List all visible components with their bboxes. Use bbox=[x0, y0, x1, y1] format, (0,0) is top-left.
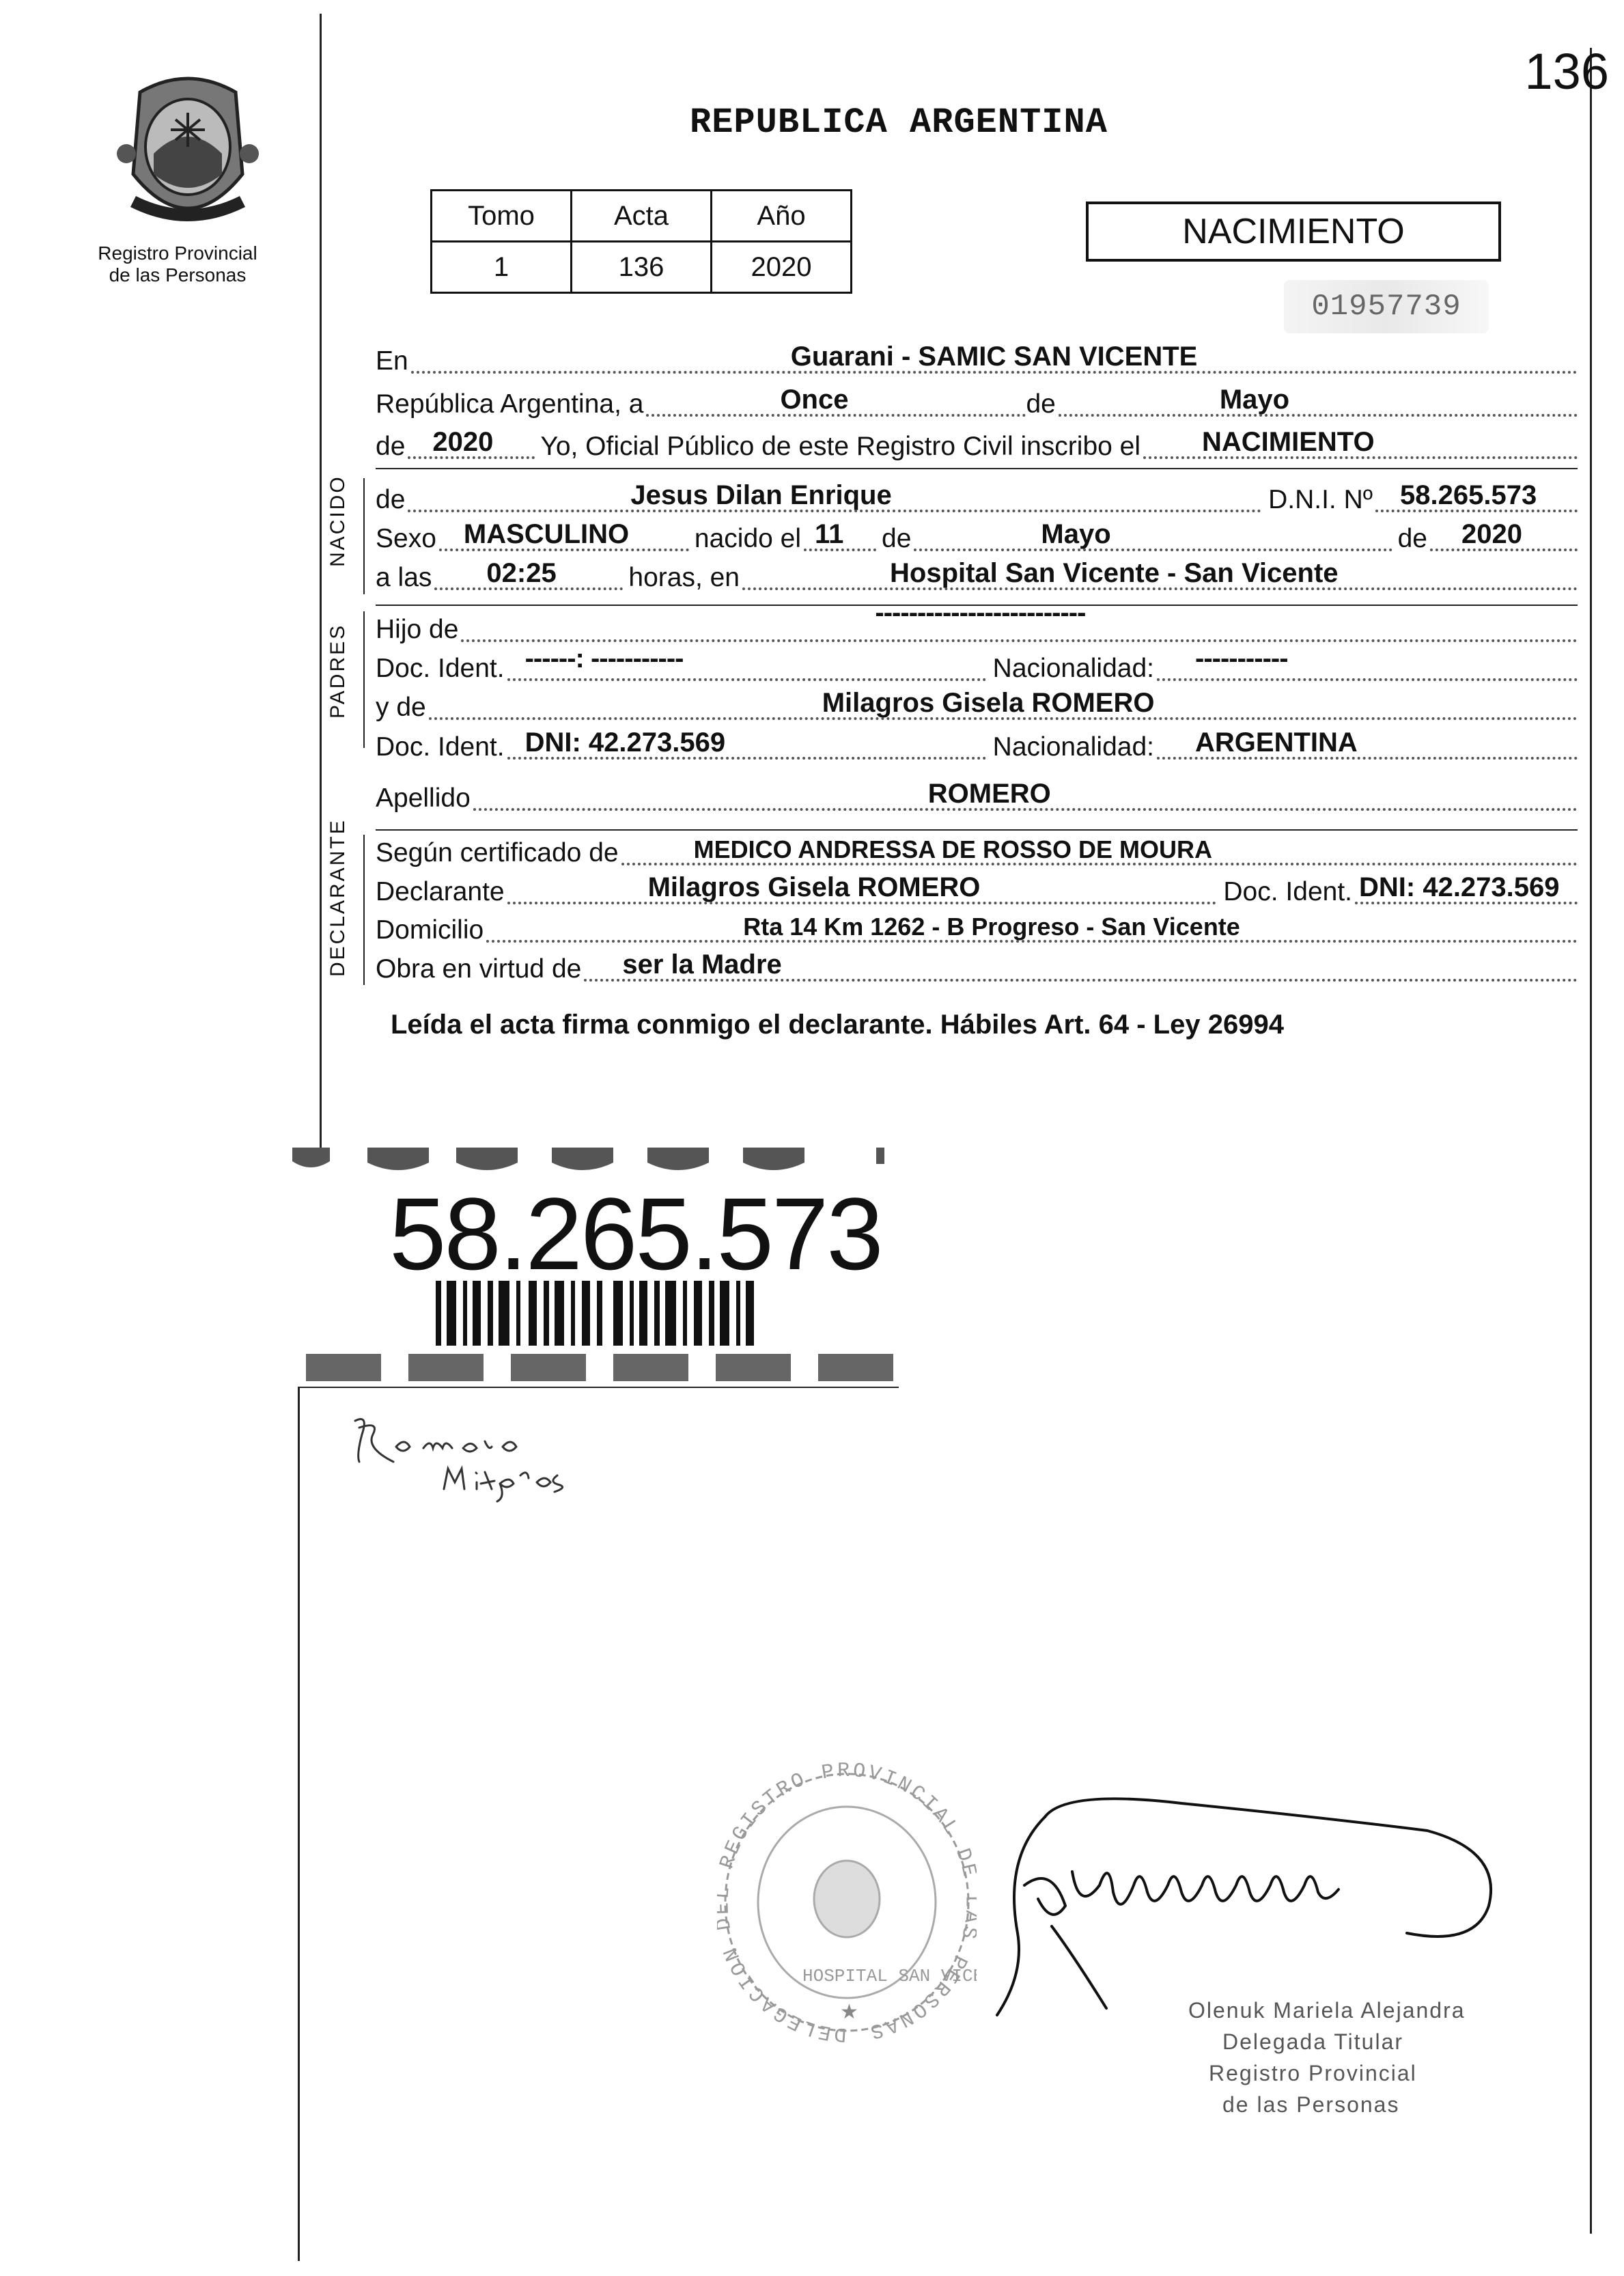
tomo-value: 1 bbox=[432, 242, 572, 293]
label-nacionalidad-2: Nacionalidad: bbox=[992, 732, 1154, 762]
birth-time-value: 02:25 bbox=[486, 558, 557, 588]
divider-1 bbox=[376, 468, 1578, 469]
fill-time bbox=[432, 557, 623, 596]
label-nacionalidad-1: Nacionalidad: bbox=[992, 654, 1154, 683]
row-child bbox=[376, 477, 1578, 518]
child-dni-value: 58.265.573 bbox=[1400, 480, 1537, 510]
label-yo: Yo, Oficial Público de este Registro Civil inscribo el bbox=[540, 432, 1141, 461]
row-mother-doc bbox=[376, 724, 1578, 765]
label-obra: Obra en virtud de bbox=[376, 954, 582, 984]
stamp-inner-text: HOSPITAL SAN VIC bbox=[802, 1966, 973, 1986]
fill-birth-day bbox=[801, 518, 876, 557]
declarant-value: Milagros Gisela ROMERO bbox=[647, 872, 981, 902]
label-republica: República Argentina, a bbox=[376, 389, 644, 419]
birth-place-value: Hospital San Vicente - San Vicente bbox=[890, 558, 1339, 588]
fill-mother bbox=[426, 687, 1578, 725]
mother-doc-value: DNI: 42.273.569 bbox=[524, 727, 726, 758]
anio-label: Año bbox=[712, 191, 852, 242]
row-domicilio bbox=[376, 907, 1578, 948]
birth-month-value: Mayo bbox=[1041, 519, 1111, 549]
sex-value: MASCULINO bbox=[463, 519, 630, 549]
padres-bracket bbox=[363, 611, 365, 748]
mother-nationality-value: ARGENTINA bbox=[1195, 727, 1358, 758]
stamp-ring-text: DELEGACION REGISTRO PROVINCIAL D PERSONAS bbox=[717, 1762, 977, 2046]
fill-declarant-doc bbox=[1352, 872, 1578, 910]
label-hijo-de: Hijo de bbox=[376, 615, 459, 644]
day-value: Once bbox=[780, 385, 849, 415]
row-mother bbox=[376, 684, 1578, 725]
handwritten-name bbox=[341, 1407, 656, 1506]
fill-inscribe bbox=[1140, 426, 1578, 464]
place-value: Guarani - SAMIC SAN VICENTE bbox=[790, 342, 1198, 372]
register-table bbox=[430, 189, 852, 294]
row-declarante bbox=[376, 869, 1578, 910]
father-doc-value: ------: ----------- bbox=[524, 643, 684, 674]
label-de-2: de bbox=[376, 432, 406, 461]
barcode-number: 58.265.573 bbox=[389, 1176, 882, 1291]
label-en: En bbox=[376, 346, 408, 376]
section-nacido: NACIDO bbox=[326, 475, 349, 567]
label-dni: D.N.I. Nº bbox=[1268, 485, 1373, 514]
label-a-las: a las bbox=[376, 563, 432, 592]
acta-label: Acta bbox=[572, 191, 712, 242]
svg-text:★: ★ bbox=[840, 2001, 858, 2023]
left-margin-line-lower bbox=[298, 1387, 300, 2261]
label-de-3: de bbox=[376, 485, 406, 514]
fill-sex bbox=[436, 518, 689, 557]
label-domicilio: Domicilio bbox=[376, 915, 484, 945]
birth-day-value: 11 bbox=[815, 519, 844, 549]
provincial-logo bbox=[113, 72, 263, 236]
row-republica bbox=[376, 381, 1578, 422]
right-margin-line bbox=[1590, 48, 1592, 2234]
left-margin-line bbox=[320, 14, 322, 1161]
fill-domicilio bbox=[484, 910, 1578, 948]
label-doc-ident-3: Doc. Ident. bbox=[1223, 877, 1352, 906]
father-nationality-value: ----------- bbox=[1195, 643, 1288, 674]
declarant-doc-value: DNI: 42.273.569 bbox=[1359, 872, 1560, 902]
month-value: Mayo bbox=[1219, 385, 1290, 415]
logo-caption-line1: Registro Provincial bbox=[98, 242, 257, 264]
official-office2: de las Personas bbox=[1222, 2092, 1400, 2117]
row-obra bbox=[376, 946, 1578, 987]
label-de-4: de bbox=[882, 524, 912, 553]
acta-value: 136 bbox=[572, 242, 712, 293]
fill-mother-doc bbox=[505, 727, 986, 765]
row-father-doc bbox=[376, 643, 1578, 686]
official-block bbox=[1188, 1995, 1571, 2120]
birth-year-value: 2020 bbox=[1461, 519, 1522, 549]
section-declarante: DECLARANTE bbox=[326, 818, 349, 977]
official-office1: Registro Provincial bbox=[1209, 2061, 1417, 2085]
sticker-bottom-line bbox=[298, 1387, 899, 1388]
label-sexo: Sexo bbox=[376, 524, 436, 553]
fill-birth-place bbox=[740, 557, 1578, 596]
year-value: 2020 bbox=[432, 427, 494, 457]
inscribe-value: NACIMIENTO bbox=[1202, 427, 1375, 457]
fill-day bbox=[643, 384, 1026, 422]
tomo-label: Tomo bbox=[432, 191, 572, 242]
fill-declarante bbox=[505, 872, 1217, 910]
label-de-1: de bbox=[1026, 389, 1056, 419]
fill-birth-year bbox=[1427, 518, 1578, 557]
nacido-bracket bbox=[363, 478, 365, 594]
legal-text: Leída el acta firma conmigo el declarante. Hábiles Art. 64 - Ley 26994 bbox=[391, 1010, 1284, 1040]
row-time bbox=[376, 555, 1578, 596]
label-apellido: Apellido bbox=[376, 783, 471, 813]
child-name-value: Jesus Dilan Enrique bbox=[630, 480, 892, 510]
logo-caption bbox=[82, 242, 273, 286]
label-y-de: y de bbox=[376, 693, 426, 722]
label-nacido-el: nacido el bbox=[694, 524, 802, 553]
official-signature bbox=[983, 1790, 1502, 2025]
country-title: REPUBLICA ARGENTINA bbox=[690, 102, 1108, 143]
row-year bbox=[376, 424, 1578, 464]
act-type-box: NACIMIENTO bbox=[1086, 202, 1501, 262]
label-de-5: de bbox=[1397, 524, 1427, 553]
fill-month bbox=[1056, 384, 1578, 422]
label-doc-ident-1: Doc. Ident. bbox=[376, 654, 505, 683]
row-en bbox=[376, 338, 1578, 379]
acting-as-value: ser la Madre bbox=[622, 949, 782, 980]
row-certificado bbox=[376, 830, 1578, 871]
label-declarante: Declarante bbox=[376, 877, 505, 906]
fill-child-name bbox=[405, 480, 1261, 518]
father-name-value: ------------------------- bbox=[875, 598, 1086, 628]
address-value: Rta 14 Km 1262 - B Progreso - San Vicente bbox=[743, 913, 1240, 941]
fill-obra bbox=[581, 949, 1578, 987]
fill-child-dni bbox=[1373, 480, 1578, 518]
certificate-value: MEDICO ANDRESSA DE ROSSO DE MOURA bbox=[693, 835, 1212, 863]
surname-value: ROMERO bbox=[927, 779, 1051, 809]
section-padres: PADRES bbox=[326, 623, 349, 719]
fill-mother-nat bbox=[1154, 727, 1578, 765]
mother-name-value: Milagros Gisela ROMERO bbox=[822, 688, 1155, 718]
row-sexo bbox=[376, 516, 1578, 557]
label-segun-certificado: Según certificado de bbox=[376, 838, 619, 868]
official-title: Delegada Titular bbox=[1222, 2029, 1404, 2054]
anio-value: 2020 bbox=[712, 242, 852, 293]
fill-certificado bbox=[619, 833, 1578, 871]
declarante-bracket bbox=[363, 835, 365, 985]
row-apellido bbox=[376, 775, 1578, 816]
fill-surname bbox=[471, 778, 1578, 816]
official-name: Olenuk Mariela Alejandra bbox=[1188, 1998, 1466, 2023]
row-father bbox=[376, 598, 1578, 648]
page-number: 136 bbox=[1524, 43, 1609, 100]
serial-number: 01957739 bbox=[1284, 280, 1489, 333]
fill-year bbox=[405, 426, 535, 464]
logo-caption-line2: de las Personas bbox=[109, 264, 247, 286]
fill-birth-month bbox=[911, 518, 1392, 557]
fill-father bbox=[458, 598, 1578, 648]
fill-father-nat bbox=[1154, 643, 1578, 686]
label-horas-en: horas, en bbox=[628, 563, 740, 592]
fill-en bbox=[408, 341, 1578, 379]
registry-stamp bbox=[717, 1762, 977, 2053]
label-doc-ident-2: Doc. Ident. bbox=[376, 732, 505, 762]
fill-father-doc bbox=[505, 643, 986, 686]
